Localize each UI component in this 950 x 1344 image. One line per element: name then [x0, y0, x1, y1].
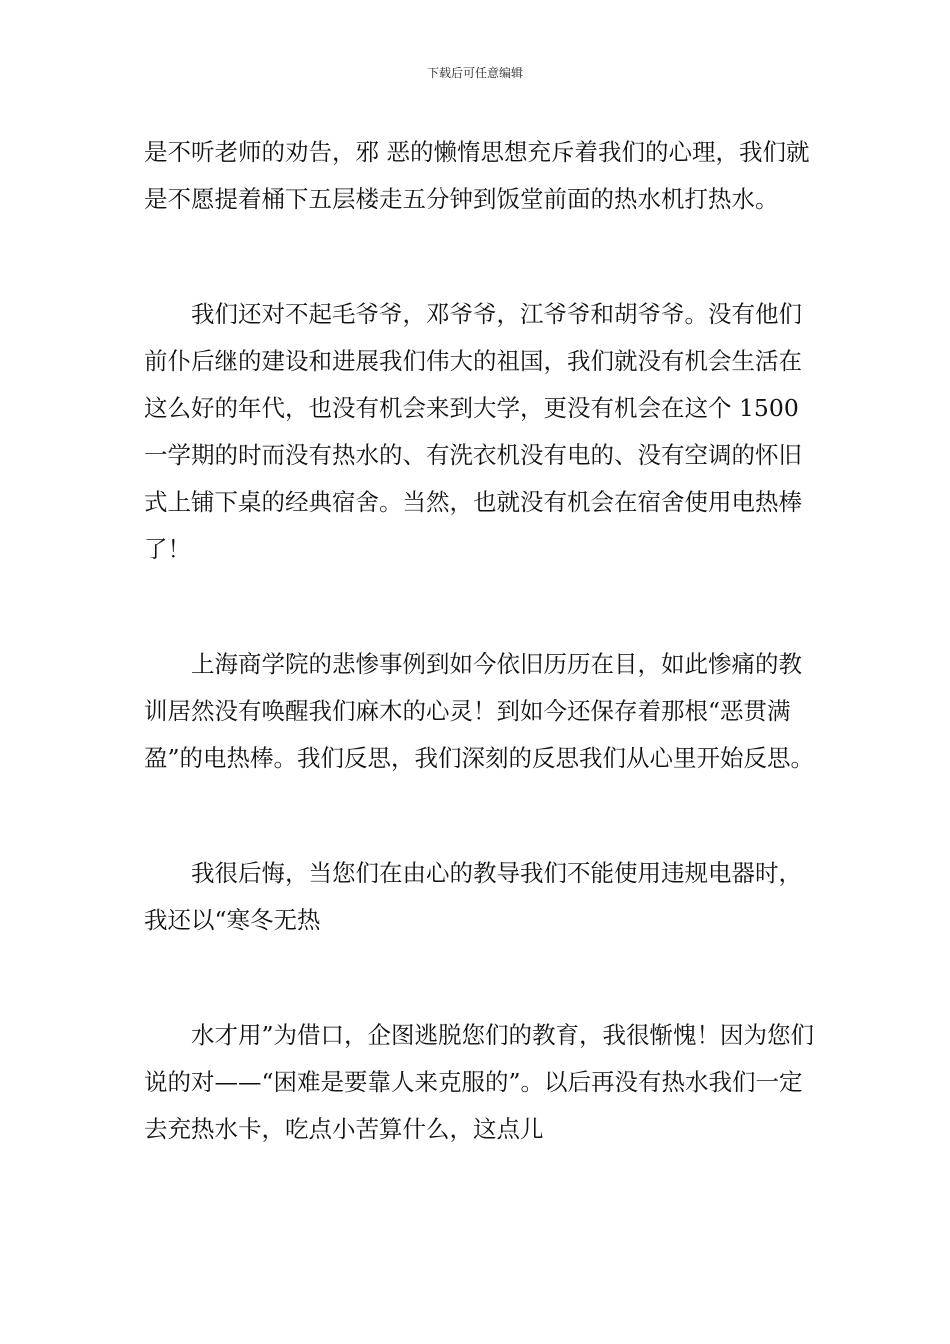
- paragraph-gap: [144, 944, 814, 1012]
- paragraph-2: 我们还对不起毛爷爷，邓爷爷，江爷爷和胡爷爷。没有他们前仆后继的建设和进展我们伟大的祖国，我们就没有机会生活在这么好的年代，也没有机会来到大学，更没有机会在这个 1500 一学期的时而没有热水的、有洗衣机没有电的、没有空调的怀旧式上铺下桌的经典宿舍。当然，也就没有机会在宿舍使用电热棒了！: [144, 300, 802, 563]
- paragraph-gap: [144, 573, 814, 641]
- document-body: [144, 129, 814, 1153]
- paragraph-3: 上海商学院的悲惨事例到如今依旧历历在目，如此惨痛的教训居然没有唤醒我们麻木的心灵！到如今还保存着那根“恶贯满盈”的电热棒。我们反思，我们深刻的反思我们从心里开始反思。: [144, 650, 815, 772]
- paragraph-gap: [144, 782, 814, 850]
- page-header-note: 下载后可任意编辑: [426, 66, 523, 80]
- paragraph-5: 水才用”为借口，企图逃脱您们的教育，我很惭愧！因为您们说的对——“困难是要靠人来克服的”。以后再没有热水我们一定去充热水卡，吃点小苦算什么，这点儿: [144, 1021, 815, 1143]
- paragraph-gap: [144, 223, 814, 291]
- paragraph-1: 是不听老师的劝告，邪 恶的懒惰思想充斥着我们的心理，我们就是不愿提着桶下五层楼走五分钟到饭堂前面的热水机打热水。: [144, 138, 810, 213]
- paragraph-4: 我很后悔，当您们在由心的教导我们不能使用违规电器时，我还以“寒冬无热: [144, 859, 802, 934]
